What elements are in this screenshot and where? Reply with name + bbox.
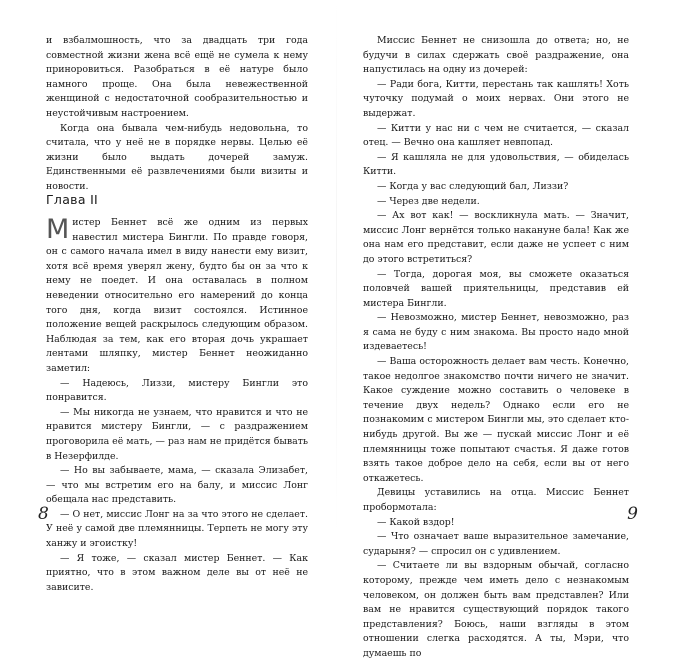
dialogue-line: — Я кашляла не для удовольствия, — обиделась Китти.	[363, 151, 629, 178]
dialogue-line: — О нет, миссис Лонг на за что этого не сделает. У неё у самой две племянницы. Терпеть не могу эту ханжу и эгоистку!	[46, 508, 308, 550]
paragraph: Девицы уставились на отца. Миссис Беннет пробормотала:	[363, 487, 629, 513]
dialogue-line: — Китти у нас ни с чем не считается, — сказал отец. — Вечно она кашляет невпопад.	[363, 122, 629, 149]
right-text	[363, 34, 629, 662]
dialogue-line: — Что означает ваше выразительное замечание, сударыня? — спросил он с удивлением.	[363, 531, 629, 557]
dialogue-line: — Ах вот как! — воскликнула мать. — Значит, миссис Лонг вернётся только накануне бала! Как же она нам его представит, если даже не успеет с ним до этого встретиться?	[363, 210, 629, 265]
dialogue-line: — Когда у вас следующий бал, Лиззи?	[377, 180, 569, 192]
dialogue-line: — Мы никогда не узнаем, что нравится и что не нравится мистеру Бингли, — с раздражением проговорила её мать, — раз нам не придётся бывать в Незерфилде.	[46, 406, 308, 462]
dialogue-line: — Ваша осторожность делает вам честь. Конечно, такое недолгое знакомство почти ничего не значит. Какое суждение можно составить о человеке в течение двух недель? Однако если его не познакомим с мистером Бингли мы, это сделает кто-нибудь другой. Вы же — пускай миссис Лонг и её племянницы тоже попытают счастья. Я даже готов взять такое доброе дело на себя, если вы от него откажетесь.	[363, 356, 629, 484]
paragraph: Когда она бывала чем-нибудь недовольна, то считала, что у неё не в порядке нервы. Целью её жизни было выдать дочерей замуж. Единственными её развлечениями были визиты и новости.	[46, 122, 308, 192]
page-number: 8	[38, 504, 49, 524]
dialogue-line: — Невозможно, мистер Беннет, невозможно, раз я сама не буду с ним знакома. Вы просто надо мной издеваетесь!	[363, 312, 629, 353]
dialogue-line: — Надеюсь, Лиззи, мистеру Бингли это понравится.	[46, 377, 308, 404]
dialogue-line: — Ради бога, Китти, перестань так кашлять! Хоть чуточку подумай о моих нервах. Они этого не выдержат.	[363, 78, 629, 119]
dialogue-line: — Я тоже, — сказал мистер Беннет. — Как приятно, что в этом важном деле вы от неё не зависите.	[46, 552, 308, 593]
chapter-title: Глава II	[46, 192, 99, 207]
paragraph: Миссис Беннет не снизошла до ответа; но, не будучи в силах сдержать своё раздражение, она напустилась на одну из дочерей:	[363, 35, 629, 76]
paragraph: истер Беннет всё же одним из первых навестил мистера Бингли. По правде говоря, он с самого начала имел в виду нанести ему визит, хотя всё время уверял жену, будто бы он за что к нему не поедет. И она оставалась в полном неведении относительно его намерений до конца того дня, когда визит состоялся. Истинное положение вещей раскрылось следующим образом. Наблюдая за тем, как его вторая дочь украшает лентами шляпку, мистер Беннет неожиданно заметил:	[46, 217, 308, 374]
left-top-text	[46, 34, 308, 195]
dialogue-line: — Через две недели.	[377, 195, 480, 207]
dialogue-line: — Какой вздор!	[377, 516, 455, 528]
dialogue-line: — Но вы забываете, мама, — сказала Элизабет, — что мы встретим его на балу, и миссис Лонг обещала нас представить.	[46, 465, 308, 506]
dropcap-letter: М	[46, 214, 70, 245]
page-number: 9	[627, 504, 638, 524]
dialogue-line: — Считаете ли вы вздорным обычай, согласно которому, прежде чем иметь дело с незнакомым человеком, он должен быть вам представлен? Или вам не нравится существующий порядок такого представления? Боюсь, наши взгляды в этом отношении слегка расходятся. А ты, Мэри, что думаешь по	[363, 560, 629, 659]
dialogue-line: — Тогда, дорогая моя, вы сможете оказаться половчей вашей приятельницы, представив ей мистера Бингли.	[363, 268, 629, 309]
chapter-body	[46, 216, 308, 595]
left-page	[0, 0, 337, 593]
right-page	[337, 0, 674, 659]
paragraph: и взбалмошность, что за двадцать три года совместной жизни жена всё ещё не сумела к нему приноровиться. Разобраться в её натуре было намного проще. Она была невежественной женщиной с недостаточной сообразительностью и неустойчивым настроением.	[46, 35, 308, 119]
